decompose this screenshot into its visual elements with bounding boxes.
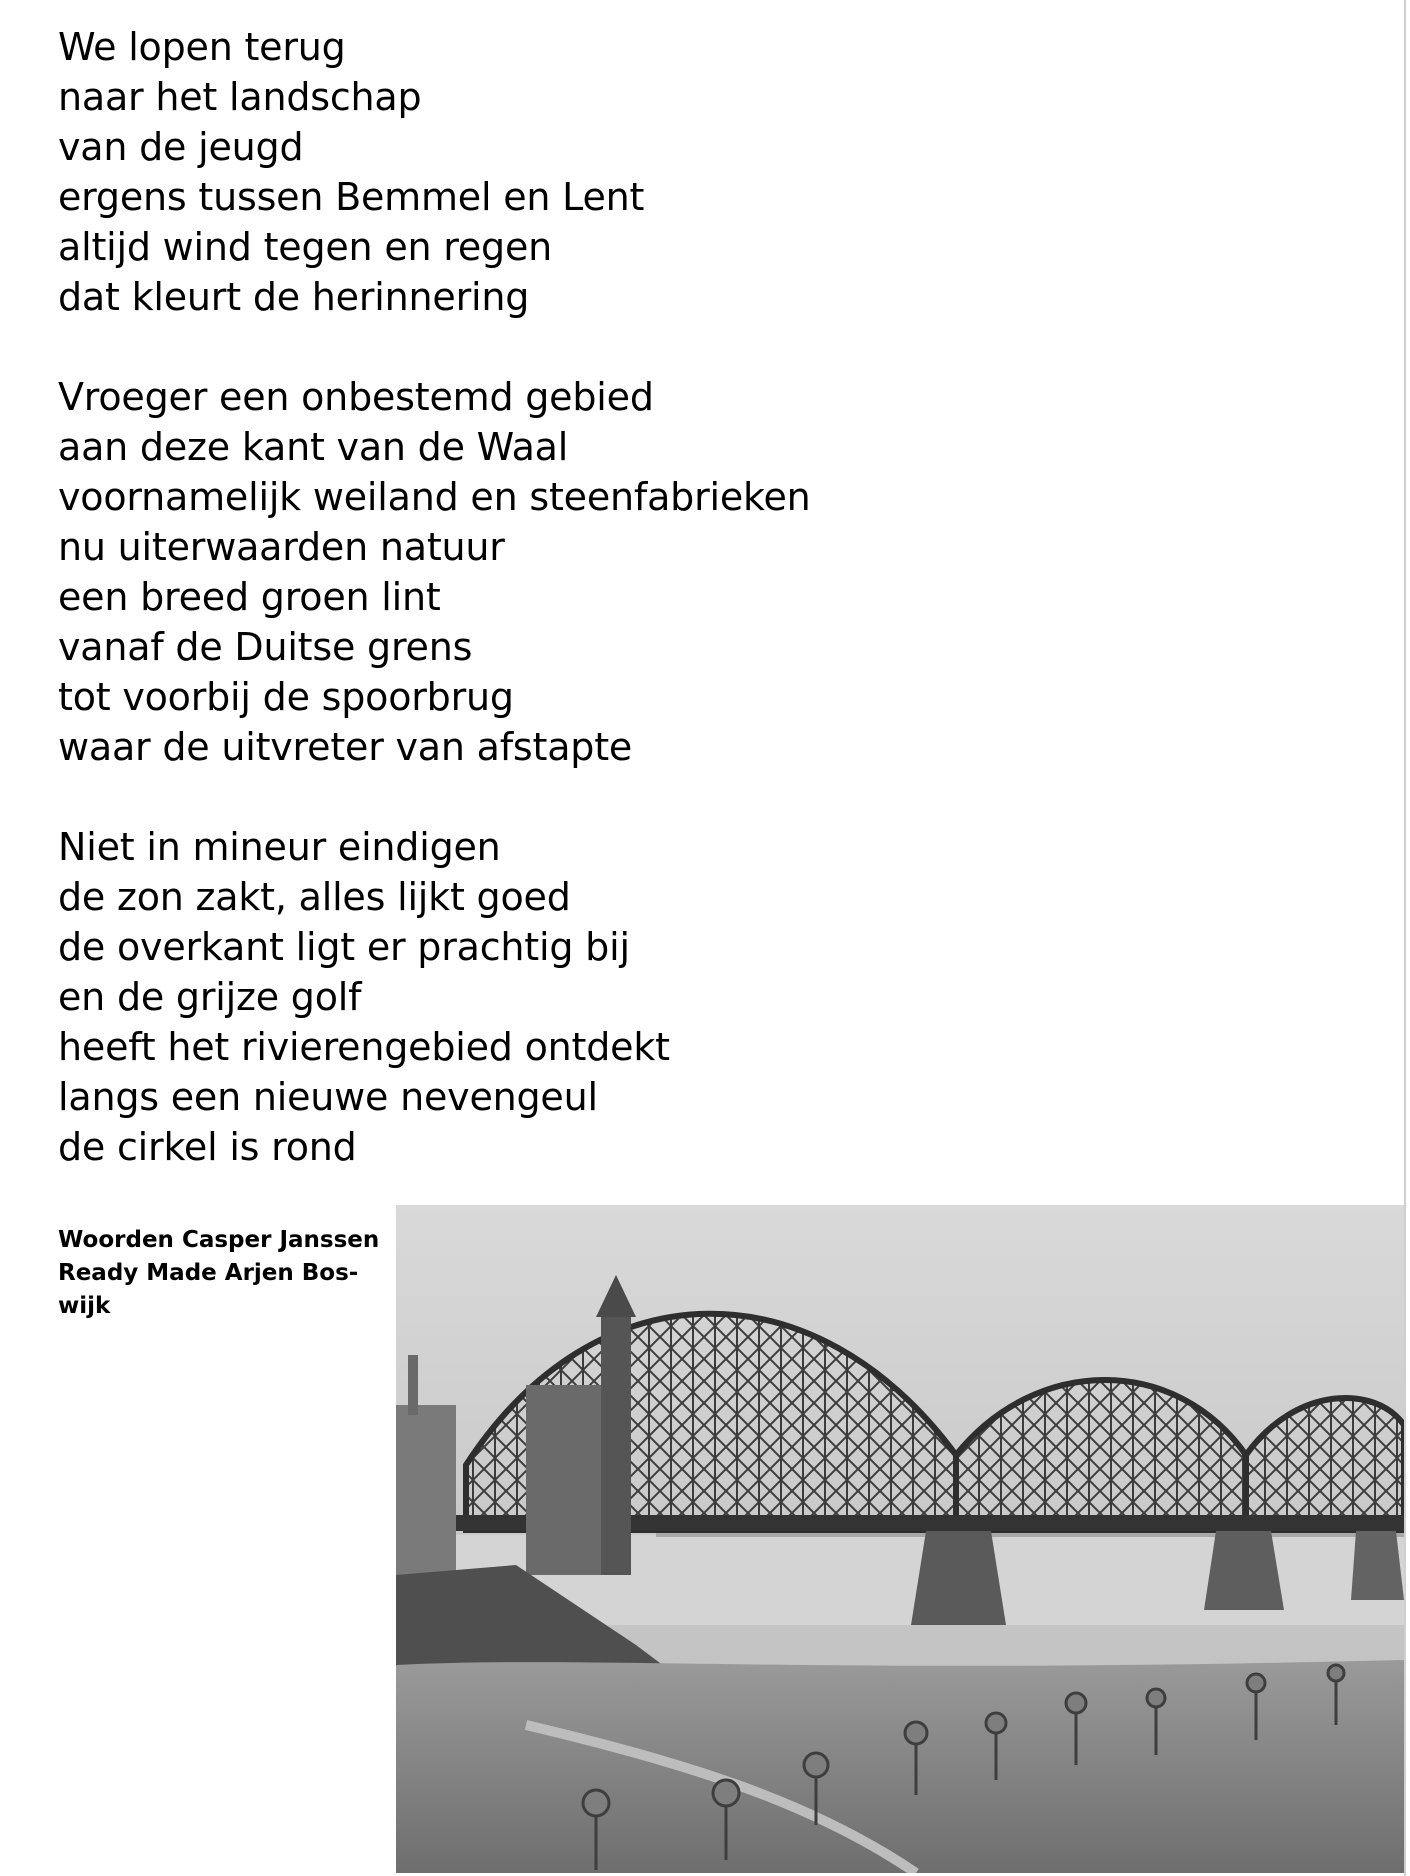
poem-line: voornamelijk weiland en steenfabrieken	[58, 475, 811, 519]
poem-line: waar de uitvreter van afstapte	[58, 725, 633, 769]
poem-line: de cirkel is rond	[58, 1125, 357, 1169]
poem-line: de zon zakt, alles lijkt goed	[58, 875, 571, 919]
poem-line: aan deze kant van de Waal	[58, 425, 569, 469]
poem-line: en de grijze golf	[58, 975, 362, 1019]
poem-line: tot voorbij de spoorbrug	[58, 675, 514, 719]
poem-line: van de jeugd	[58, 125, 304, 169]
poem	[58, 22, 1058, 1222]
poem-line: heeft het rivierengebied ontdekt	[58, 1025, 670, 1069]
credits-author: Woorden Casper Janssen	[58, 1227, 380, 1253]
poem-line: de overkant ligt er prachtig bij	[58, 925, 630, 969]
poem-line: een breed groen lint	[58, 575, 441, 619]
credits-ready-made-continued: wijk	[58, 1293, 111, 1319]
poem-line: vanaf de Duitse grens	[58, 625, 473, 669]
poem-line: ergens tussen Bemmel en Lent	[58, 175, 645, 219]
railway-bridge-photo	[396, 1205, 1404, 1873]
poem-line: Vroeger een onbestemd gebied	[58, 375, 654, 419]
poem-line: naar het landschap	[58, 75, 422, 119]
poem-line: Niet in mineur eindigen	[58, 825, 501, 869]
stanza-2	[58, 372, 1058, 772]
poem-line: altijd wind tegen en regen	[58, 225, 553, 269]
credits-ready-made: Ready Made Arjen Bos-	[58, 1260, 359, 1286]
poem-line: langs een nieuwe nevengeul	[58, 1075, 598, 1119]
poem-line: nu uiterwaarden natuur	[58, 525, 505, 569]
stanza-1	[58, 22, 1058, 322]
bridge-illustration	[396, 1205, 1404, 1873]
credits	[58, 1224, 378, 1323]
poem-line: dat kleurt de herinnering	[58, 275, 530, 319]
page-edge-divider	[1404, 0, 1406, 1876]
poem-line: We lopen terug	[58, 25, 346, 69]
stanza-3	[58, 822, 1058, 1172]
